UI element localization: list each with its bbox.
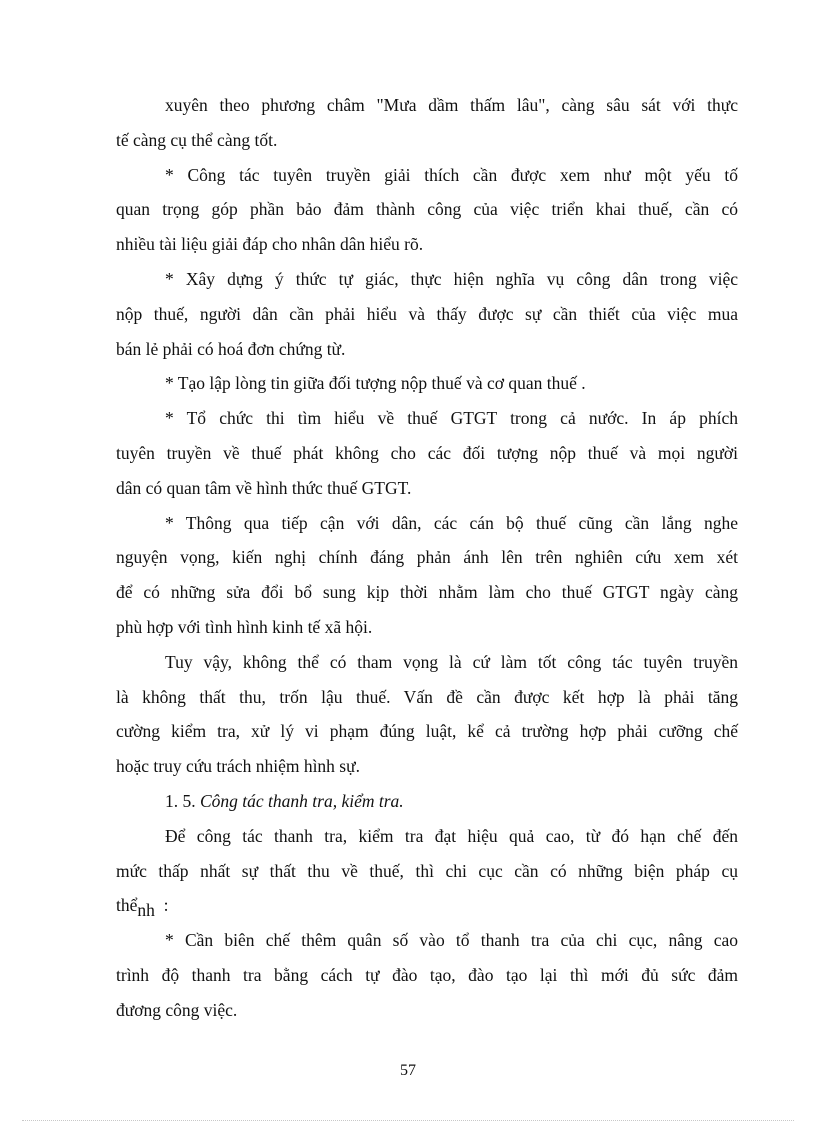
body-text bbox=[116, 88, 738, 1028]
footer-divider bbox=[22, 1120, 794, 1121]
text-line: quan trọng góp phần bảo đảm thành công của việc triển khai thuế, cần có bbox=[116, 199, 738, 220]
word-nh: nh bbox=[137, 900, 155, 921]
paragraphs-block-1 bbox=[116, 88, 738, 784]
text-line: hoặc truy cứu trách nhiệm hình sự. bbox=[116, 756, 360, 777]
paragraphs-block-2 bbox=[116, 819, 738, 889]
text-line: dân có quan tâm về hình thức thuế GTGT. bbox=[116, 477, 412, 498]
text-line: * Tạo lập lòng tin giữa đối tượng nộp thuế và cơ quan thuế . bbox=[165, 373, 586, 394]
text-line: nộp thuế, người dân cần phải hiểu và thấy được sự cần thiết của việc mua bbox=[116, 303, 738, 324]
colon: : bbox=[163, 895, 169, 916]
text-line: Để công tác thanh tra, kiểm tra đạt hiệu quả cao, từ đó hạn chế đến bbox=[165, 825, 738, 846]
section-heading bbox=[116, 784, 738, 819]
text-line: bán lẻ phải có hoá đơn chứng từ. bbox=[116, 338, 346, 359]
text-line: tế càng cụ thể càng tốt. bbox=[116, 129, 278, 150]
text-line: đương công việc. bbox=[116, 999, 238, 1020]
text-line: nhiều tài liệu giải đáp cho nhân dân hiểu rõ. bbox=[116, 234, 424, 255]
text-line: * Tổ chức thi tìm hiểu về thuế GTGT trong cả nước. In áp phích bbox=[165, 408, 738, 429]
word-the: thể bbox=[116, 895, 138, 916]
page-number: 57 bbox=[400, 1062, 416, 1079]
section-title: Công tác thanh tra, kiểm tra. bbox=[200, 790, 404, 811]
text-line: * Thông qua tiếp cận với dân, các cán bộ thuế cũng cần lắng nghe bbox=[165, 512, 738, 533]
text-line: nguyện vọng, kiến nghị chính đáng phản ánh lên trên nghiên cứu xem xét bbox=[116, 547, 738, 568]
text-line: * Cần biên chế thêm quân số vào tổ thanh tra của chi cục, nâng cao bbox=[165, 930, 738, 951]
text-line: phù hợp với tình hình kinh tế xã hội. bbox=[116, 616, 373, 637]
text-line: để có những sửa đổi bổ sung kịp thời nhằm làm cho thuế GTGT ngày càng bbox=[116, 582, 738, 603]
text-line: cường kiểm tra, xử lý vi phạm đúng luật, kể cả trường hợp phải cưỡng chế bbox=[116, 721, 738, 742]
text-line: tuyên truyền về thuế phát không cho các đối tượng nộp thuế và mọi người bbox=[116, 442, 738, 463]
text-line: mức thấp nhất sự thất thu về thuế, thì chi cục cần có những biện pháp cụ bbox=[116, 860, 738, 881]
text-line: xuyên theo phương châm "Mưa dầm thấm lâu", càng sâu sát với thực bbox=[165, 95, 738, 115]
paragraphs-block-3 bbox=[116, 923, 738, 1027]
text-line: * Công tác tuyên truyền giải thích cần được xem như một yếu tố bbox=[165, 164, 738, 185]
text-line: Tuy vậy, không thể có tham vọng là cứ làm tốt công tác tuyên truyền bbox=[165, 651, 738, 672]
text-line: trình độ thanh tra bằng cách tự đào tạo, đào tạo lại thì mới đủ sức đảm bbox=[116, 964, 738, 985]
text-line: là không thất thu, trốn lậu thuế. Vấn đề cần được kết hợp là phải tăng bbox=[116, 686, 738, 707]
text-line: * Xây dựng ý thức tự giác, thực hiện nghĩa vụ công dân trong việc bbox=[165, 268, 738, 289]
section-number: 1. 5. bbox=[165, 790, 196, 811]
text-line bbox=[116, 888, 738, 923]
